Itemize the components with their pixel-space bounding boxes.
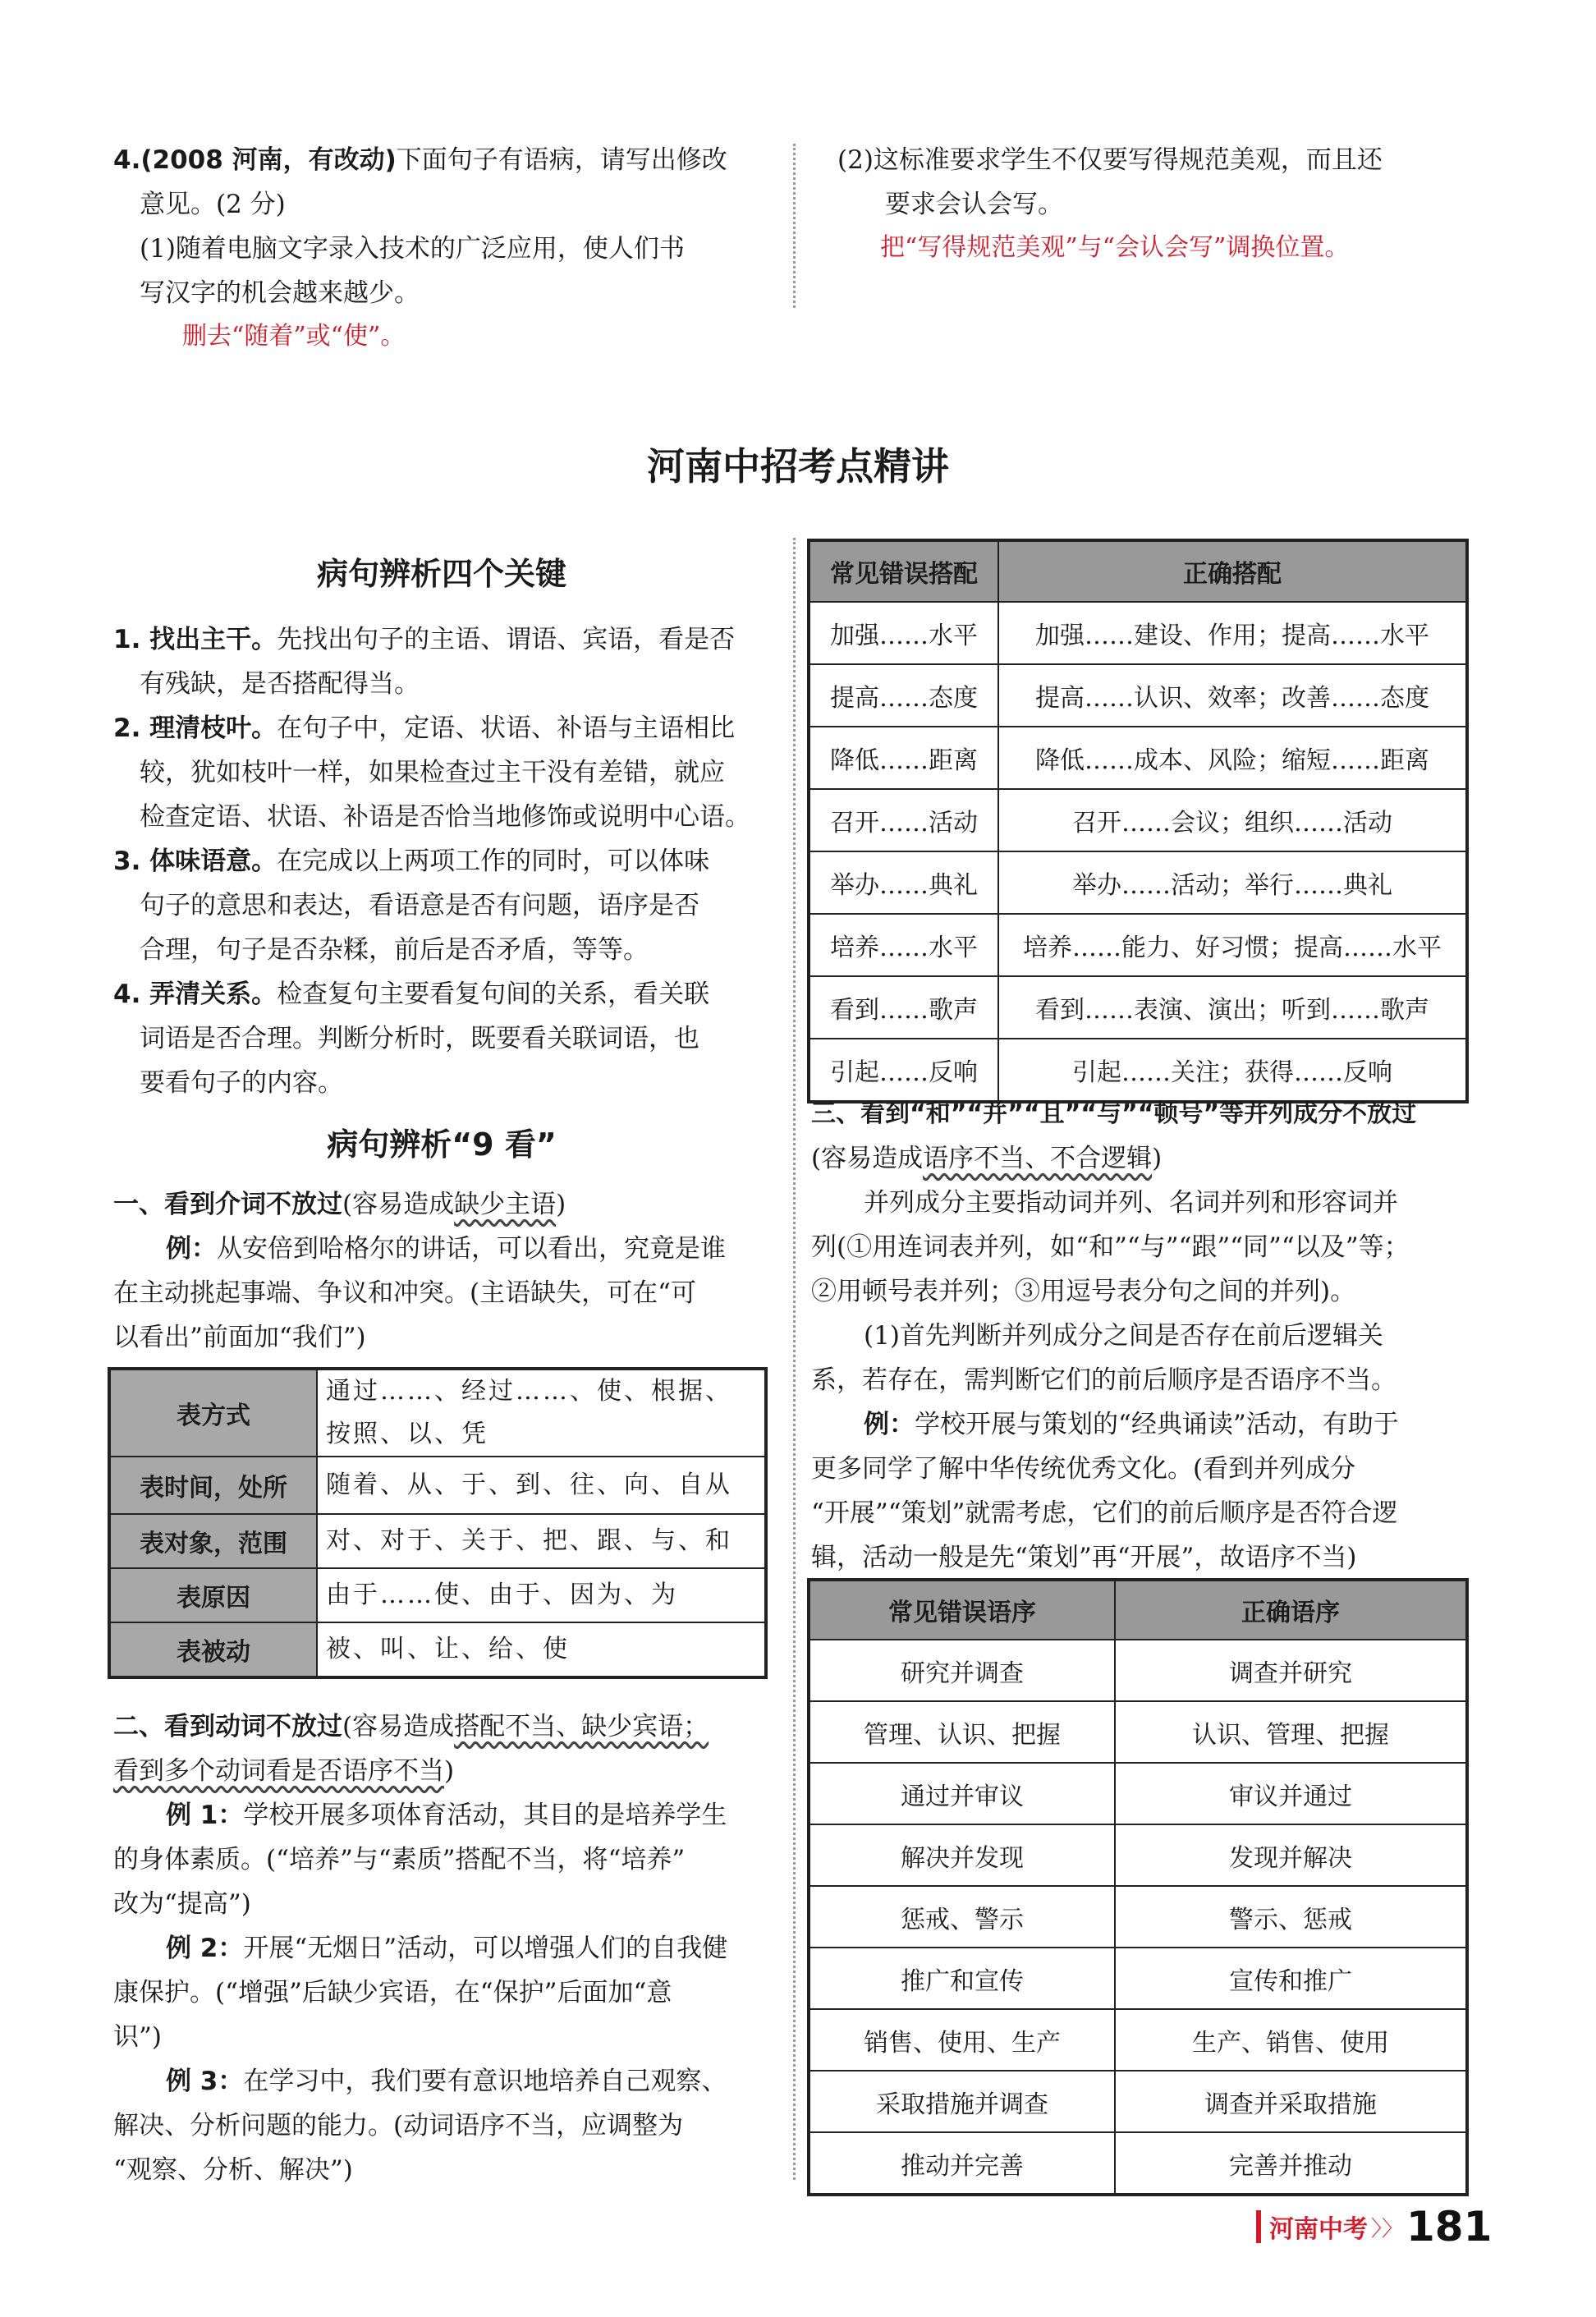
header-cell: 常见错误语序: [809, 1580, 1115, 1640]
example-1-label: 例 1：: [166, 1801, 244, 1830]
correct-order-cell: 认识、管理、把握: [1115, 1701, 1467, 1763]
look-3-example-line-2: 更多同学了解中华传统优秀文化。(看到并列成分: [811, 1454, 1356, 1484]
wrong-order-cell: 管理、认识、把握: [809, 1701, 1115, 1763]
section-title-keys: 病句辨析四个关键: [316, 556, 566, 592]
column-divider-top: [793, 144, 796, 308]
preposition-list-cell: 对、对于、关于、把、跟、与、和: [317, 1514, 766, 1568]
look-1-example-line-2: 在主动挑起事端、争议和冲突。(主语缺失，可在“可: [113, 1278, 696, 1308]
example-2-line-1: 开展“无烟日”活动，可以增强人们的自我健: [243, 1934, 728, 1963]
correct-collocation-cell: 看到……表演、演出；听到……歌声: [998, 976, 1467, 1039]
example-1-line-3: 改为“提高”): [113, 1889, 251, 1919]
wrong-collocation-cell: 看到……歌声: [809, 976, 998, 1039]
table-row: [109, 1457, 766, 1514]
correct-order-cell: 警示、惩戒: [1115, 1886, 1467, 1948]
correct-collocation-cell: 举办……活动；举行……典礼: [998, 851, 1467, 914]
section-title-nine: 病句辨析“9 看”: [327, 1126, 557, 1163]
example-1-line-2: 的身体素质。(“培养”与“素质”搭配不当，将“培养”: [113, 1845, 686, 1874]
look-2-note-pre: (容易造成: [342, 1712, 455, 1741]
table-row: [809, 1824, 1467, 1886]
key-3-line-1: 在完成以上两项工作的同时，可以体味: [277, 847, 710, 876]
look-3-example-line-4: 辑，活动一般是先“策划”再“开展”，故语序不当): [811, 1543, 1357, 1572]
example-3-label: 例 3：: [166, 2067, 244, 2096]
key-2-line-3: 检查定语、状语、补语是否恰当地修饰或说明中心语。: [140, 802, 750, 832]
example-3-line-3: “观察、分析、解决”): [113, 2155, 353, 2185]
wrong-order-cell: 推广和宣传: [809, 1948, 1115, 2009]
correct-order-cell: 审议并通过: [1115, 1763, 1467, 1824]
wrong-collocation-cell: 引起……反响: [809, 1039, 998, 1102]
word-order-table: [807, 1578, 1469, 2196]
wrong-order-cell: 研究并调查: [809, 1640, 1115, 1701]
look-1-example-line-1: 从安倍到哈格尔的讲话，可以看出，究竟是谁: [217, 1234, 726, 1264]
look-3-note-underlined: 语序不当、不合逻辑: [923, 1144, 1153, 1173]
category-cell: 表对象，范围: [109, 1514, 317, 1568]
keys-list: [113, 617, 770, 1105]
category-cell: 表时间，处所: [109, 1457, 317, 1514]
key-3-line-3: 合理，句子是否杂糅，前后是否矛盾，等等。: [140, 935, 649, 965]
look-1: [113, 1182, 770, 1360]
wrong-collocation-cell: 降低……距离: [809, 727, 998, 789]
correct-collocation-cell: 培养……能力、好习惯；提高……水平: [998, 914, 1467, 976]
wrong-order-cell: 通过并审议: [809, 1763, 1115, 1824]
example-2-line-3: 识”): [113, 2022, 162, 2052]
category-cell: 表原因: [109, 1568, 317, 1622]
column-divider-main: [793, 538, 796, 2180]
look-2-head: 二、看到动词不放过: [113, 1712, 342, 1741]
question-source: (2008 河南，有改动): [140, 145, 397, 175]
correct-collocation-cell: 引起……关注；获得……反响: [998, 1039, 1467, 1102]
table-row: [809, 1763, 1467, 1824]
footer-label: 河南中考: [1269, 2215, 1368, 2244]
preposition-list-cell: 由于……使、由于、因为、为: [317, 1568, 766, 1622]
item-1-line-2: 写汉字的机会越来越少。: [140, 278, 420, 308]
key-1-line-1: 先找出句子的主语、谓语、宾语，看是否: [277, 625, 736, 654]
preposition-list-cell: 被、叫、让、给、使: [317, 1622, 766, 1677]
example-3-line-1: 在学习中，我们要有意识地培养自己观察、: [243, 2067, 727, 2096]
footer-bar: [1256, 2210, 1261, 2243]
look-3-example-label: 例：: [864, 1410, 915, 1439]
header-cell: 常见错误搭配: [809, 540, 998, 602]
correct-collocation-cell: 加强……建设、作用；提高……水平: [998, 602, 1467, 664]
category-cell: 表被动: [109, 1622, 317, 1677]
table-row: [809, 1948, 1467, 2009]
page-footer: [1256, 2202, 1492, 2251]
wrong-collocation-cell: 举办……典礼: [809, 851, 998, 914]
key-3-line-2: 句子的意思和表达，看语意是否有问题，语序是否: [140, 891, 699, 920]
item-2-line-1: (2)这标准要求学生不仅要写得规范美观，而且还: [837, 145, 1383, 175]
key-2-head: 2. 理清枝叶。: [113, 713, 277, 743]
question-stem-2: 意见。(2 分): [140, 190, 286, 219]
key-2-line-2: 较，犹如枝叶一样，如果检查过主干没有差错，就应: [140, 758, 725, 787]
example-3-line-2: 解决、分析问题的能力。(动词语序不当，应调整为: [113, 2111, 684, 2140]
look-3-para-2-line-1: (1)首先判断并列成分之间是否存在前后逻辑关: [864, 1321, 1383, 1351]
example-2-label: 例 2：: [166, 1934, 244, 1963]
item-1-line-1: (1)随着电脑文字录入技术的广泛应用，使人们书: [140, 234, 685, 264]
table-row: [809, 976, 1467, 1039]
wrong-order-cell: 惩戒、警示: [809, 1886, 1115, 1948]
preposition-table: [108, 1367, 768, 1679]
key-2-line-1: 在句子中，定语、状语、补语与主语相比: [277, 713, 736, 743]
look-3-para-1-line-3: ②用顿号表并列；③用逗号表分句之间的并列)。: [811, 1277, 1356, 1306]
preposition-list-cell: 通过……、经过……、使、根据、按照、以、凭: [317, 1369, 766, 1457]
look-1-example-line-3: 以看出”前面加“我们”): [113, 1323, 366, 1352]
table-header-row: [809, 540, 1467, 602]
table-row: [809, 1640, 1467, 1701]
collocation-table: [807, 539, 1469, 1103]
key-1-line-2: 有残缺，是否搭配得当。: [140, 669, 420, 699]
look-3-example-line-1: 学校开展与策划的“经典诵读”活动，有助于: [915, 1410, 1399, 1439]
example-2-line-2: 康保护。(“增强”后缺少宾语，在“保护”后面加“意: [113, 1978, 672, 2007]
look-1-note-underlined: 缺少主语: [454, 1190, 557, 1219]
table-row: [809, 2071, 1467, 2132]
look-3-para-1-line-1: 并列成分主要指动词并列、名词并列和形容词并: [864, 1188, 1398, 1218]
wrong-order-cell: 采取措施并调查: [809, 2071, 1115, 2132]
correct-order-cell: 宣传和推广: [1115, 1948, 1467, 2009]
table-row: [109, 1622, 766, 1677]
table-row: [809, 727, 1467, 789]
table-row: [809, 2009, 1467, 2071]
key-4-line-3: 要看句子的内容。: [140, 1068, 343, 1098]
answer-1: 删去“随着”或“使”。: [182, 322, 406, 351]
header-cell: 正确搭配: [998, 540, 1467, 602]
look-2: [113, 1704, 770, 2192]
correct-collocation-cell: 降低……成本、风险；缩短……距离: [998, 727, 1467, 789]
wrong-order-cell: 推动并完善: [809, 2132, 1115, 2195]
key-3-head: 3. 体味语意。: [113, 847, 277, 876]
header-cell: 正确语序: [1115, 1580, 1467, 1640]
correct-collocation-cell: 提高……认识、效率；改善……态度: [998, 664, 1467, 727]
correct-order-cell: 调查并研究: [1115, 1640, 1467, 1701]
category-cell: 表方式: [109, 1369, 317, 1457]
page-number: 181: [1406, 2203, 1493, 2250]
question-stem: 下面句子有语病，请写出修改: [396, 145, 727, 175]
look-2-note-post: ): [444, 1756, 455, 1786]
correct-order-cell: 完善并推动: [1115, 2132, 1467, 2195]
look-2-note-underlined-1: 搭配不当、缺少宾语；: [454, 1712, 709, 1741]
look-3-para-1-line-2: 列(①用连词表并列，如“和”“与”“跟”“同”“以及”等；: [811, 1232, 1410, 1262]
table-row: [109, 1369, 766, 1457]
example-1-line-1: 学校开展多项体育活动，其目的是培养学生: [243, 1801, 727, 1830]
footer-arrows: 〉〉: [1371, 2216, 1404, 2241]
table-row: [809, 2132, 1467, 2195]
table-row: [809, 1701, 1467, 1763]
wrong-collocation-cell: 提高……态度: [809, 664, 998, 727]
key-1-head: 1. 找出主干。: [113, 625, 277, 654]
item-2-line-2: 要求会认会写。: [885, 190, 1063, 219]
wrong-collocation-cell: 召开……活动: [809, 789, 998, 851]
wrong-order-cell: 销售、使用、生产: [809, 2009, 1115, 2071]
question-4-item-2: [837, 138, 1494, 269]
look-3-para-2-line-2: 系，若存在，需判断它们的前后顺序是否语序不当。: [811, 1365, 1396, 1395]
table-row: [809, 789, 1467, 851]
page-title: 河南中招考点精讲: [647, 444, 949, 489]
table-header-row: [809, 1580, 1467, 1640]
preposition-list-cell: 随着、从、于、到、往、向、自从: [317, 1457, 766, 1514]
look-1-note-pre: (容易造成: [342, 1190, 455, 1219]
look-3-head: 三、看到“和”“并”“且”“与”“顿号”等并列成分不放过: [811, 1099, 1417, 1128]
table-row: [809, 664, 1467, 727]
key-4-line-1: 检查复句主要看复句间的关系，看关联: [277, 980, 710, 1009]
look-1-note-post: ): [556, 1190, 566, 1219]
table-row: [809, 851, 1467, 914]
look-3-note-post: ): [1152, 1144, 1163, 1173]
wrong-order-cell: 解决并发现: [809, 1824, 1115, 1886]
wrong-collocation-cell: 加强……水平: [809, 602, 998, 664]
look-3: [811, 1092, 1468, 1580]
correct-order-cell: 发现并解决: [1115, 1824, 1467, 1886]
table-row: [809, 914, 1467, 976]
look-1-head: 一、看到介词不放过: [113, 1190, 342, 1219]
correct-order-cell: 调查并采取措施: [1115, 2071, 1467, 2132]
look-3-example-line-3: “开展”“策划”就需考虑，它们的前后顺序是否符合逻: [811, 1498, 1398, 1528]
wrong-collocation-cell: 培养……水平: [809, 914, 998, 976]
answer-2: 把“写得规范美观”与“会认会写”调换位置。: [880, 233, 1350, 262]
look-1-example-label: 例：: [166, 1234, 217, 1264]
key-4-line-2: 词语是否合理。判断分析时，既要看关联词语，也: [140, 1024, 699, 1053]
table-row: [809, 602, 1467, 664]
table-row: [109, 1514, 766, 1568]
table-row: [109, 1568, 766, 1622]
look-3-note-pre: (容易造成: [811, 1144, 924, 1173]
correct-order-cell: 生产、销售、使用: [1115, 2009, 1467, 2071]
table-row: [809, 1886, 1467, 1948]
question-4: [113, 138, 770, 358]
correct-collocation-cell: 召开……会议；组织……活动: [998, 789, 1467, 851]
key-4-head: 4. 弄清关系。: [113, 980, 277, 1009]
look-2-note-underlined-2: 看到多个动词看是否语序不当: [113, 1756, 444, 1786]
question-number: 4.: [113, 145, 141, 175]
